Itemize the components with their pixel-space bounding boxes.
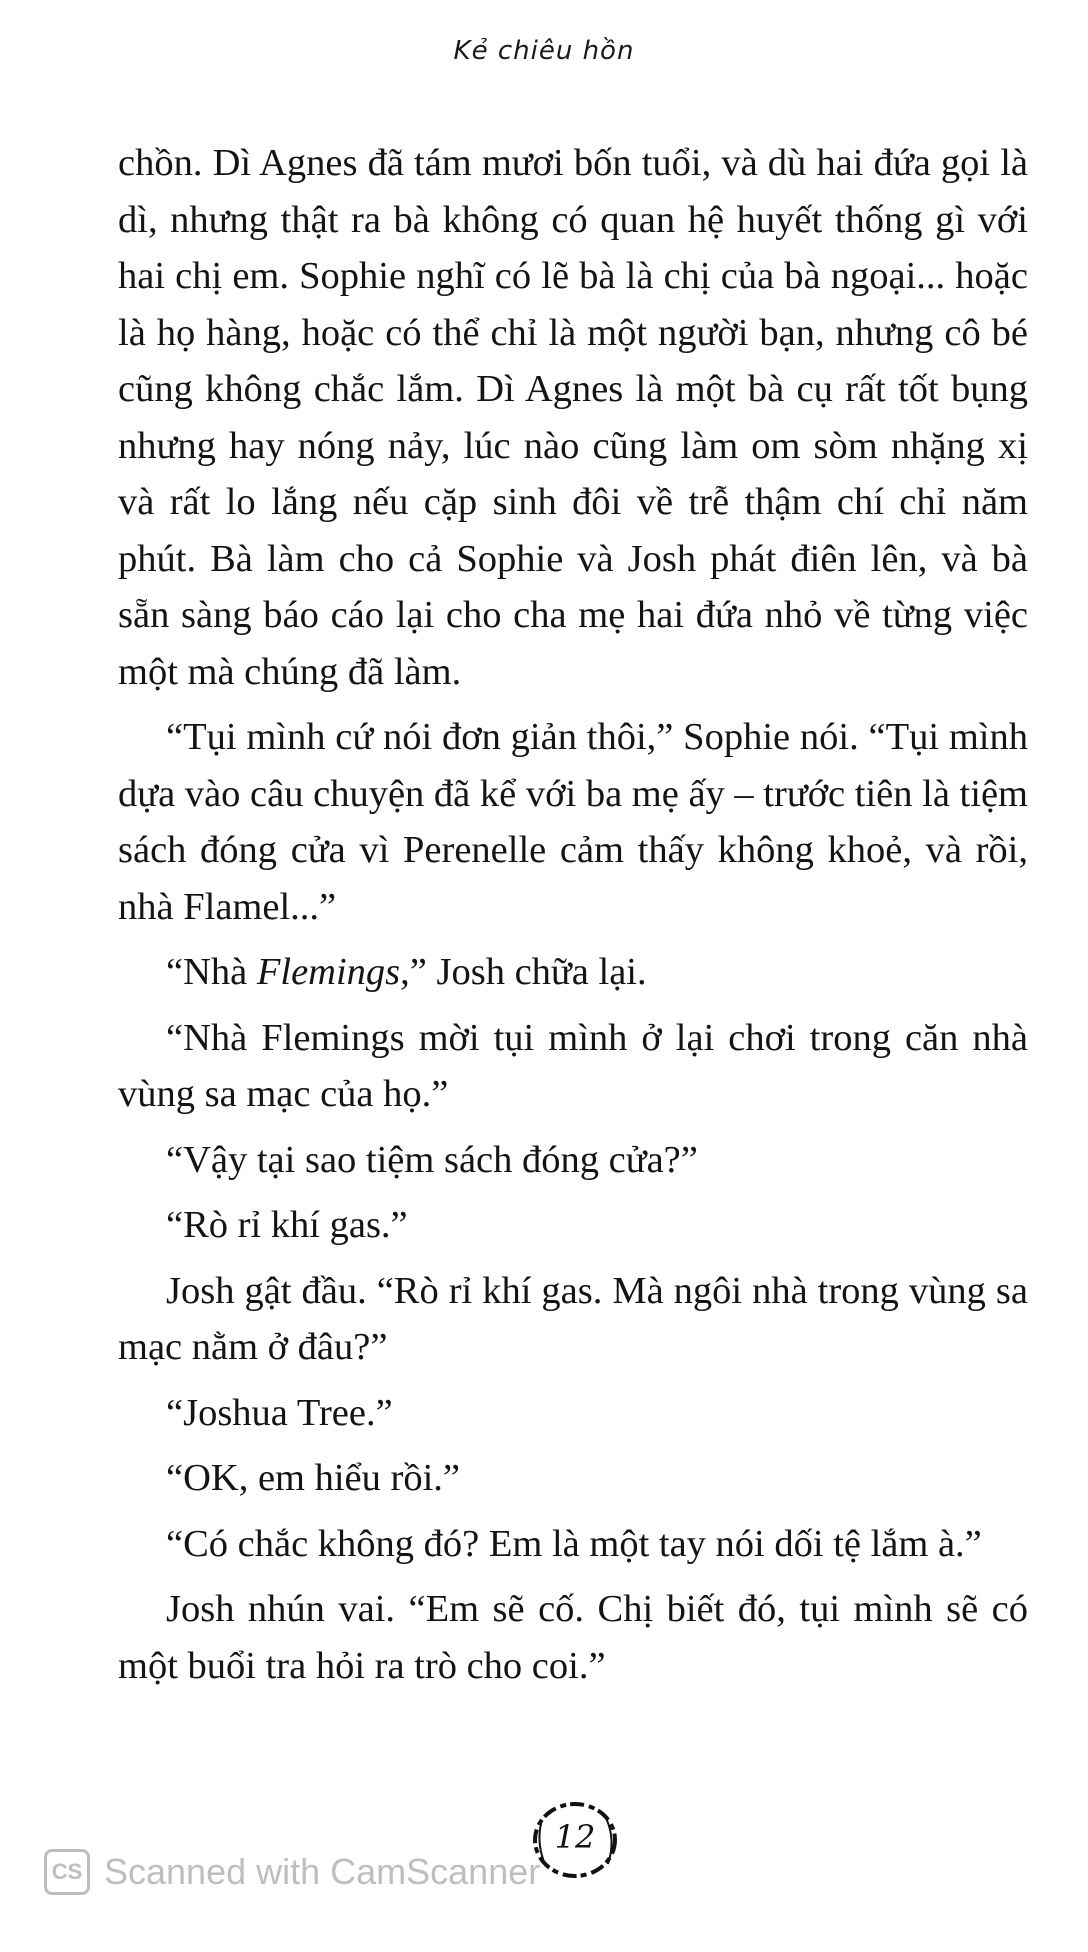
paragraph: “Rò rỉ khí gas.” [166,1204,408,1246]
page-number: 12 [554,1818,596,1856]
camscanner-watermark [44,1846,540,1898]
paragraph [118,944,1028,1001]
paragraph-text: “Nhà [166,951,257,993]
italic-name: Flemings [256,951,401,993]
paragraph-text: ,” Josh chữa lại. [400,951,647,993]
paragraph: “Nhà Flemings mời tụi mình ở lại chơi trong căn nhà vùng sa mạc của họ.” [118,1016,1028,1115]
paragraph: “Joshua Tree.” [166,1391,393,1434]
paragraph: “Có chắc không đó? Em là một tay nói dối tệ lắm à.” [166,1522,982,1565]
body-text [118,135,1028,1703]
watermark-text: Scanned with CamScanner [104,1851,541,1892]
paragraph: Josh gật đầu. “Rò rỉ khí gas. Mà ngôi nhà trong vùng sa mạc nằm ở đâu?” [118,1269,1028,1368]
paragraph: Josh nhún vai. “Em sẽ cố. Chị biết đó, tụi mình sẽ có một buổi tra hỏi ra trò cho coi.” [118,1588,1028,1687]
paragraph: “OK, em hiểu rồi.” [166,1457,460,1499]
paragraph: chồn. Dì Agnes đã tám mươi bốn tuổi, và dù hai đứa gọi là dì, nhưng thật ra bà không có quan hệ huyết thống gì với hai chị em. Sophie nghĩ có lẽ bà là chị của bà ngoại... hoặc là họ hàng, hoặc có thể chỉ là một người bạn, nhưng cô bé cũng không chắc lắm. Dì Agnes là một bà cụ rất tốt bụng nhưng hay nóng nảy, lúc nào cũng làm om sòm nhặng xị và rất lo lắng nếu cặp sinh đôi về trễ thậm chí chỉ năm phút. Bà làm cho cả Sophie và Josh phát điên lên, và bà sẵn sàng báo cáo lại cho cha mẹ hai đứa nhỏ về từng việc một mà chúng đã làm. [118,142,1028,693]
camscanner-logo-icon: CS [44,1849,90,1895]
paragraph: “Tụi mình cứ nói đơn giản thôi,” Sophie nói. “Tụi mình dựa vào câu chuyện đã kể với ba mẹ ấy – trước tiên là tiệm sách đóng cửa vì Perenelle cảm thấy không khoẻ, và rồi, nhà Flamel...” [118,716,1028,928]
running-header: Kẻ chiêu hồn [453,36,635,66]
paragraph: “Vậy tại sao tiệm sách đóng cửa?” [166,1138,698,1181]
